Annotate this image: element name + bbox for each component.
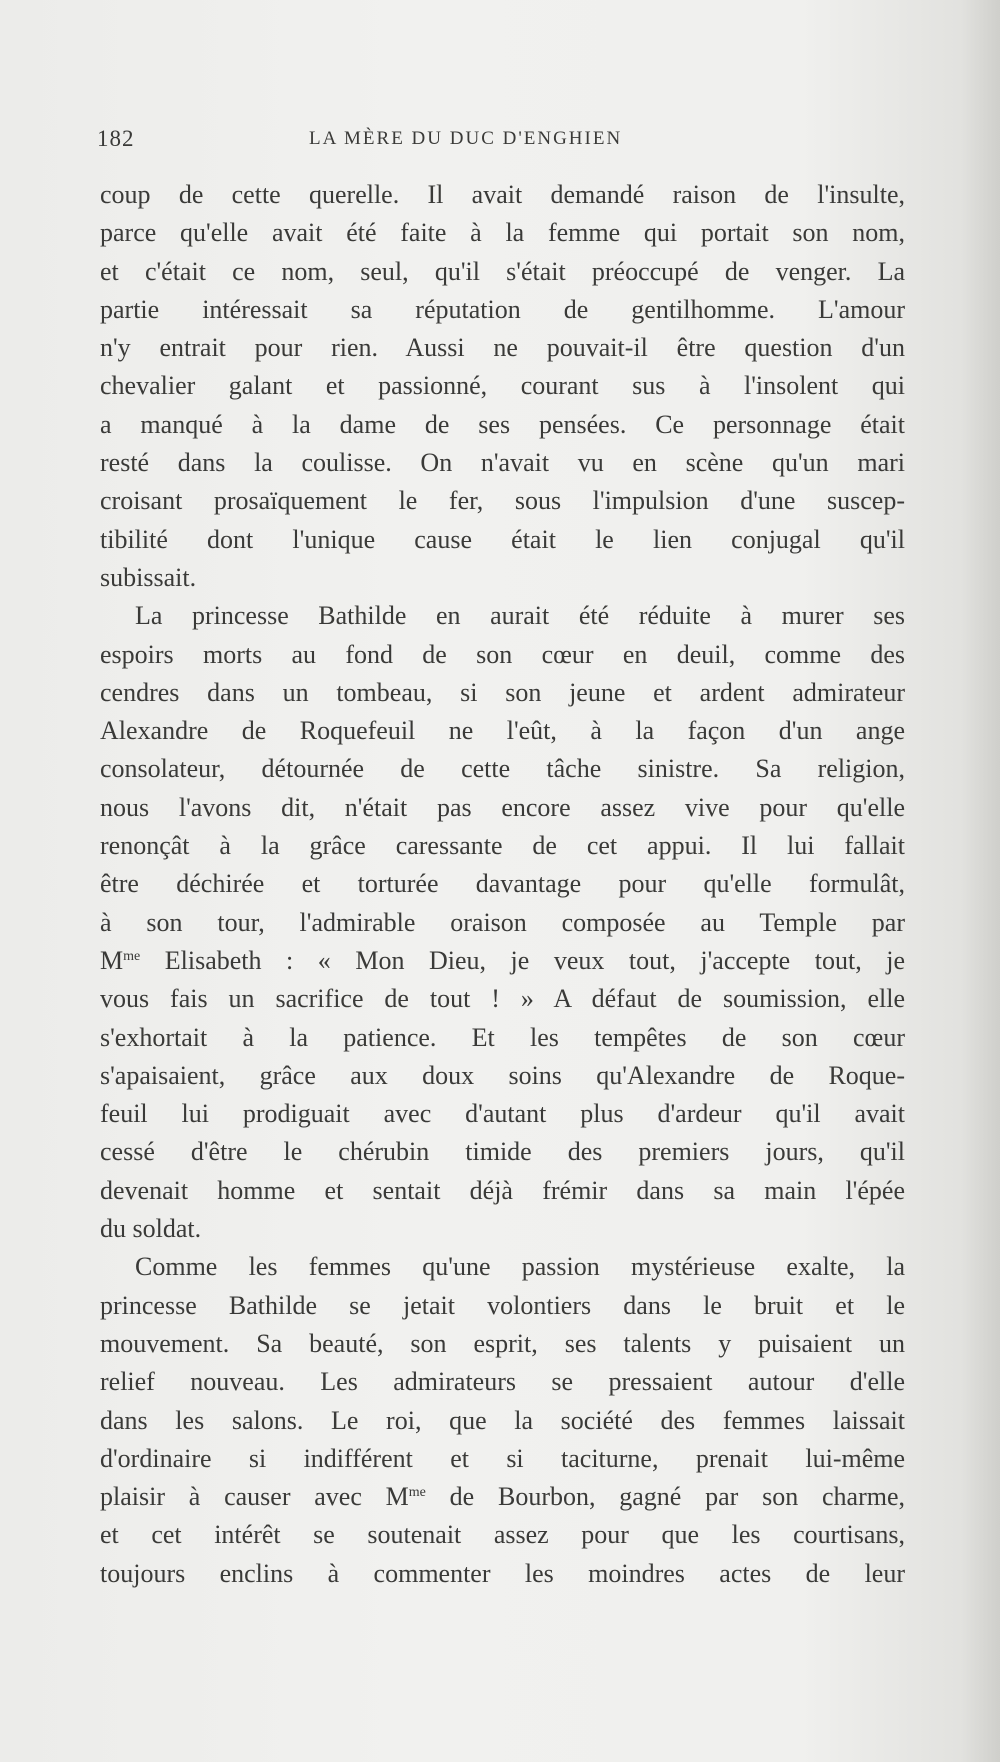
text-line: et cet intérêt se soutenait assez pour que les courtisans, — [100, 1520, 905, 1550]
paragraph-1 — [100, 176, 905, 597]
text-line: feuil lui prodiguait avec d'autant plus d'ardeur qu'il avait — [100, 1099, 905, 1129]
text-line — [100, 1478, 905, 1516]
text-line: d'ordinaire si indifférent et si taciturne, prenait lui-même — [100, 1443, 905, 1473]
paragraph-3 — [100, 1248, 905, 1593]
text-line: croisant prosaïquement le fer, sous l'impulsion d'une suscep- — [100, 486, 905, 516]
abbrev-superscript: me — [408, 1485, 426, 1501]
text-line: coup de cette querelle. Il avait demandé raison de l'insulte, — [100, 180, 905, 209]
text-line: s'apaisaient, grâce aux doux soins qu'Alexandre de Roque- — [100, 1060, 905, 1090]
text-line: relief nouveau. Les admirateurs se pressaient autour d'elle — [100, 1367, 905, 1397]
abbrev-superscript: me — [123, 948, 141, 964]
text-fragment: Elisabeth : « Mon Dieu, je veux tout, j'accepte tout, je — [140, 945, 905, 975]
text-line: devenait homme et sentait déjà frémir dans sa main l'épée — [100, 1175, 905, 1205]
text-line: à son tour, l'admirable oraison composée au Temple par — [100, 907, 905, 937]
text-line: princesse Bathilde se jetait volontiers dans le bruit et le — [100, 1290, 905, 1320]
running-header — [97, 126, 677, 160]
running-title: LA MÈRE DU DUC D'ENGHIEN — [309, 128, 623, 149]
paragraph-2 — [100, 597, 905, 1248]
text-line: mouvement. Sa beauté, son esprit, ses talents y puisaient un — [100, 1328, 905, 1358]
text-line: Comme les femmes qu'une passion mystérieuse exalte, la — [135, 1252, 905, 1282]
text-line: La princesse Bathilde en aurait été réduite à murer ses — [135, 601, 905, 631]
text-line: cessé d'être le chérubin timide des premiers jours, qu'il — [100, 1137, 905, 1167]
text-line: renonçât à la grâce caressante de cet appui. Il lui fallait — [100, 831, 905, 861]
text-fragment: de Bourbon, gagné par son charme, — [425, 1482, 905, 1512]
text-line: vous fais un sacrifice de tout ! » A défaut de soumission, elle — [100, 984, 905, 1014]
text-line: espoirs morts au fond de son cœur en deuil, comme des — [100, 639, 905, 669]
page-number: 182 — [97, 126, 135, 151]
text-line: parce qu'elle avait été faite à la femme qui portait son nom, — [100, 218, 905, 248]
text-line: s'exhortait à la patience. Et les tempêtes de son cœur — [100, 1022, 905, 1052]
text-line: Alexandre de Roquefeuil ne l'eût, à la façon d'un ange — [100, 716, 905, 746]
text-fragment: plaisir à causer avec M — [100, 1482, 409, 1512]
text-line: toujours enclins à commenter les moindres actes de leur — [100, 1558, 905, 1588]
text-line: et c'était ce nom, seul, qu'il s'était préoccupé de venger. La — [100, 256, 905, 286]
text-line: dans les salons. Le roi, que la société des femmes laissait — [100, 1405, 905, 1435]
text-line: partie intéressait sa réputation de gentilhomme. L'amour — [100, 294, 905, 324]
text-line: cendres dans un tombeau, si son jeune et ardent admirateur — [100, 677, 905, 707]
body-text — [100, 176, 905, 1593]
text-line: nous l'avons dit, n'était pas encore assez vive pour qu'elle — [100, 792, 905, 822]
text-line: consolateur, détournée de cette tâche sinistre. Sa religion, — [100, 754, 905, 784]
text-line — [100, 942, 905, 980]
text-line: subissait. — [100, 562, 197, 592]
abbrev-madame: M — [100, 945, 124, 975]
text-line: resté dans la coulisse. On n'avait vu en scène qu'un mari — [100, 448, 905, 478]
text-line: chevalier galant et passionné, courant sus à l'insolent qui — [100, 371, 905, 401]
text-line: du soldat. — [100, 1214, 202, 1244]
text-line: tibilité dont l'unique cause était le lien conjugal qu'il — [100, 524, 905, 554]
text-line: a manqué à la dame de ses pensées. Ce personnage était — [100, 409, 905, 439]
text-line: n'y entrait pour rien. Aussi ne pouvait-il être question d'un — [100, 333, 905, 363]
text-line: être déchirée et torturée davantage pour qu'elle formulât, — [100, 869, 905, 899]
